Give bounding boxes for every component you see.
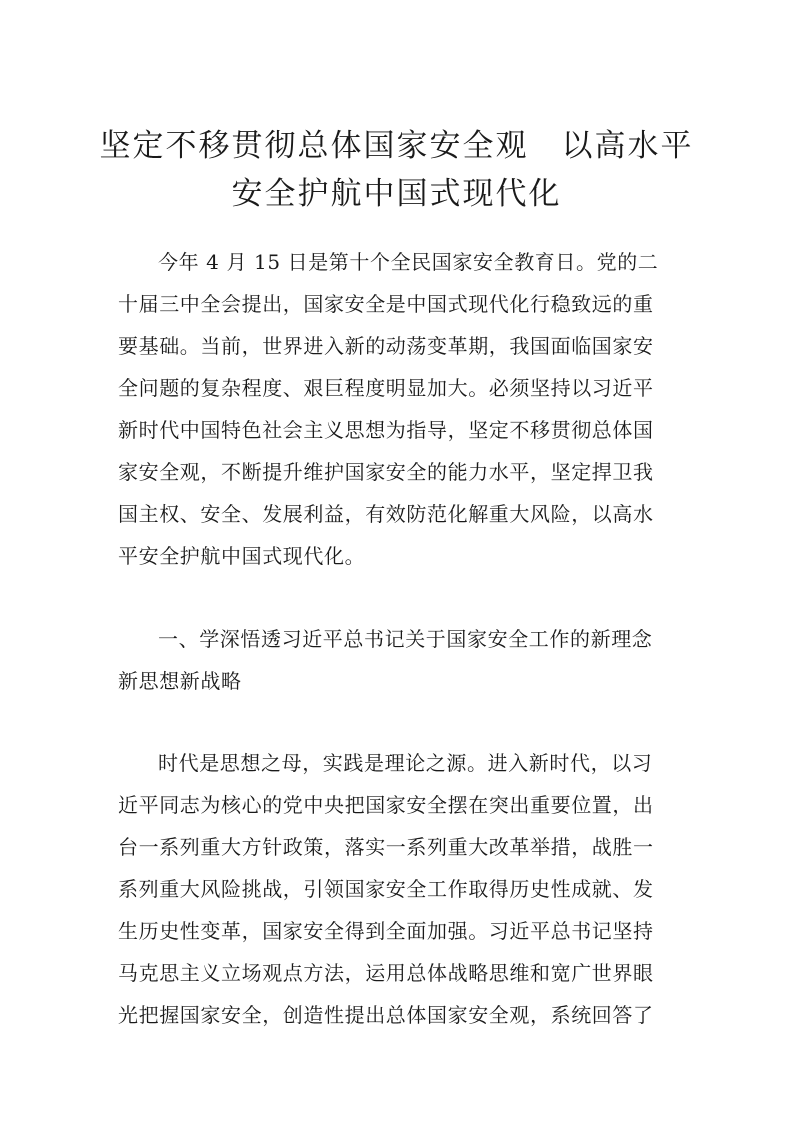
paragraph-1-line: 全问题的复杂程度、艰巨程度明显加大。必须坚持以习近平 bbox=[118, 376, 654, 400]
paragraph-1-line: 今年 4 月 15 日是第十个全民国家安全教育日。党的二 bbox=[158, 250, 659, 274]
paragraph-1-line: 国主权、安全、发展利益，有效防范化解重大风险，以高水 bbox=[118, 502, 654, 526]
paragraph-1-line: 要基础。当前，世界进入新的动荡变革期，我国面临国家安 bbox=[118, 334, 654, 358]
paragraph-2-line: 马克思主义立场观点方法，运用总体战略思维和宽广世界眼 bbox=[118, 961, 654, 985]
paragraph-2-line: 时代是思想之母，实践是理论之源。进入新时代，以习 bbox=[158, 751, 653, 775]
paragraph-2-line: 生历史性变革，国家安全得到全面加强。习近平总书记坚持 bbox=[118, 919, 654, 943]
section-heading-line: 一、学深悟透习近平总书记关于国家安全工作的新理念 bbox=[158, 627, 653, 651]
paragraph-1-line: 新时代中国特色社会主义思想为指导，坚定不移贯彻总体国 bbox=[118, 418, 654, 442]
paragraph-1-line: 家安全观，不断提升维护国家安全的能力水平，坚定捍卫我 bbox=[118, 460, 654, 484]
document-title-line-1: 坚定不移贯彻总体国家安全观 以高水平 bbox=[99, 128, 694, 164]
paragraph-2-line: 近平同志为核心的党中央把国家安全摆在突出重要位置，出 bbox=[118, 793, 654, 817]
paragraph-1-line: 十届三中全会提出，国家安全是中国式现代化行稳致远的重 bbox=[118, 292, 654, 316]
section-heading-line: 新思想新战略 bbox=[118, 669, 242, 693]
paragraph-1-line: 平安全护航中国式现代化。 bbox=[118, 544, 366, 568]
paragraph-2-line: 光把握国家安全，创造性提出总体国家安全观，系统回答了 bbox=[118, 1003, 654, 1027]
paragraph-2-line: 系列重大风险挑战，引领国家安全工作取得历史性成就、发 bbox=[118, 877, 654, 901]
paragraph-2-line: 台一系列重大方针政策，落实一系列重大改革举措，战胜一 bbox=[118, 835, 654, 859]
document-title-line-2: 安全护航中国式现代化 bbox=[231, 176, 562, 212]
